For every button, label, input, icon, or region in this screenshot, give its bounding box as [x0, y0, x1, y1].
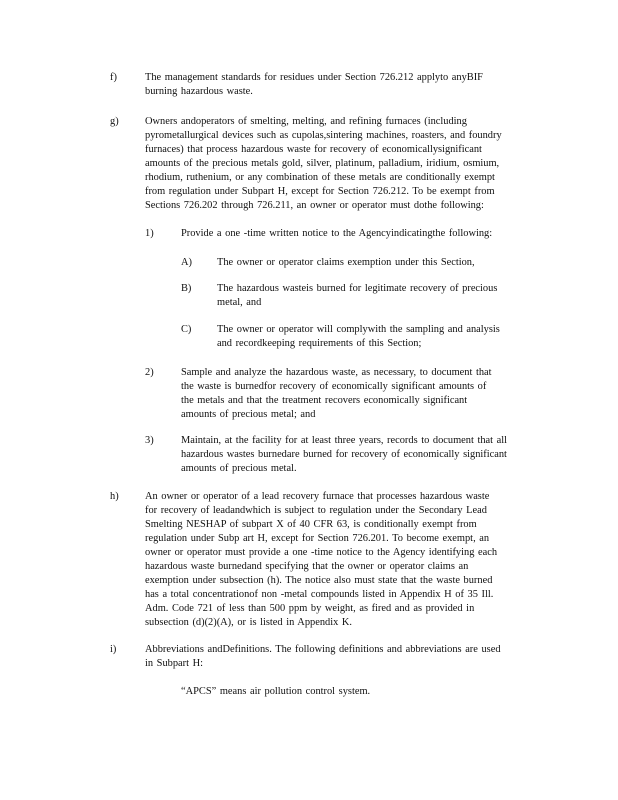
text-line: hazardous wastes burnedare burned for recovery of economically significant: [181, 449, 507, 460]
text-line: has a total concentrationof non -metal compounds listed in Appendix H of 35 Ill.: [145, 589, 494, 600]
text-line: The owner or operator claims exemption under this Section,: [217, 257, 475, 268]
text-line: amounts of precious metal.: [181, 463, 297, 474]
clause-label-c: C): [181, 324, 192, 335]
text-line: subsection (d)(2)(A), or is listed in Appendix K.: [145, 617, 352, 628]
text-line: The owner or operator will complywith the sampling and analysis: [217, 324, 500, 335]
text-line: Abbreviations andDefinitions. The following definitions and abbreviations are used: [145, 644, 501, 655]
text-line: hazardous waste burnedand specifying that the owner or operator claims an: [145, 561, 469, 572]
text-line: furnaces) that process hazardous waste for recovery of economicallysignificant: [145, 144, 482, 155]
text-line: metal, and: [217, 297, 262, 308]
text-line: exemption under subsection (h). The notice also must state that the waste burned: [145, 575, 493, 586]
clause-a-text: [217, 256, 507, 270]
text-line: Owners andoperators of smelting, melting, and refining furnaces (including: [145, 116, 467, 127]
text-line: the metals and that the treatment recovers economically significant: [181, 395, 468, 406]
subitem-label-3: 3): [145, 435, 154, 446]
text-line: An owner or operator of a lead recovery furnace that processes hazardous waste: [145, 491, 490, 502]
text-line: Provide a one -time written notice to the Agencyindicatingthe following:: [181, 228, 493, 239]
subitem-label-1: 1): [145, 228, 154, 239]
text-line: The management standards for residues under Section 726.212 applyto anyBIF: [145, 72, 483, 83]
subitem-1-text: [181, 227, 521, 241]
text-line: Adm. Code 721 of less than 500 ppm by weight, as fired and as provided in: [145, 603, 475, 614]
text-line: Maintain, at the facility for at least three years, records to document that all: [181, 435, 508, 446]
text-line: in Subpart H:: [145, 658, 203, 669]
subitem-2-text: [181, 366, 529, 422]
text-line: the waste is burnedfor recovery of economically significant amounts of: [181, 381, 487, 392]
clause-b-text: [217, 282, 527, 310]
clause-label-a: A): [181, 257, 192, 268]
text-line: Sections 726.202 through 726.211, an owner or operator must dothe following:: [145, 200, 484, 211]
text-line: owner or operator must provide a one -time notice to the Agency identifying each: [145, 547, 498, 558]
text-line: amounts of the precious metals gold, silver, platinum, palladium, iridium, osmium,: [145, 158, 500, 169]
item-f-text: [145, 71, 517, 99]
item-label-i: i): [110, 644, 117, 655]
clause-c-text: [217, 323, 529, 351]
text-line: Smelting NESHAP of subpart X of 40 CFR 63, is conditionally exempt from: [145, 519, 477, 530]
text-line: regulation under Subp art H, except for Section 726.201. To become exempt, an: [145, 533, 490, 544]
text-line: The hazardous wasteis burned for legitimate recovery of precious: [217, 283, 498, 294]
text-line: pyrometallurgical devices such as cupolas,sintering machines, roasters, and foundry: [145, 130, 502, 141]
item-i-text: [145, 643, 547, 671]
definition-apcs: [181, 685, 401, 699]
subitem-label-2: 2): [145, 367, 154, 378]
definition-line: “APCS” means air pollution control system.: [181, 686, 371, 697]
subitem-3-text: [181, 434, 541, 476]
text-line: Sample and analyze the hazardous waste, as necessary, to document that: [181, 367, 492, 378]
text-line: from regulation under Subpart H, except for Section 726.212. To be exempt from: [145, 186, 495, 197]
item-label-f: f): [110, 72, 117, 83]
text-line: and recordkeeping requirements of this Section;: [217, 338, 422, 349]
item-h-text: [145, 490, 543, 630]
text-line: rhodium, ruthenium, or any combination of these metals are conditionally exempt: [145, 172, 495, 183]
item-label-g: g): [110, 116, 119, 127]
text-line: burning hazardous waste.: [145, 86, 253, 97]
clause-label-b: B): [181, 283, 192, 294]
item-g-text: [145, 115, 543, 213]
item-label-h: h): [110, 491, 119, 502]
text-line: for recovery of leadandwhich is subject to regulation under the Secondary Lead: [145, 505, 487, 516]
text-line: amounts of precious metal; and: [181, 409, 316, 420]
